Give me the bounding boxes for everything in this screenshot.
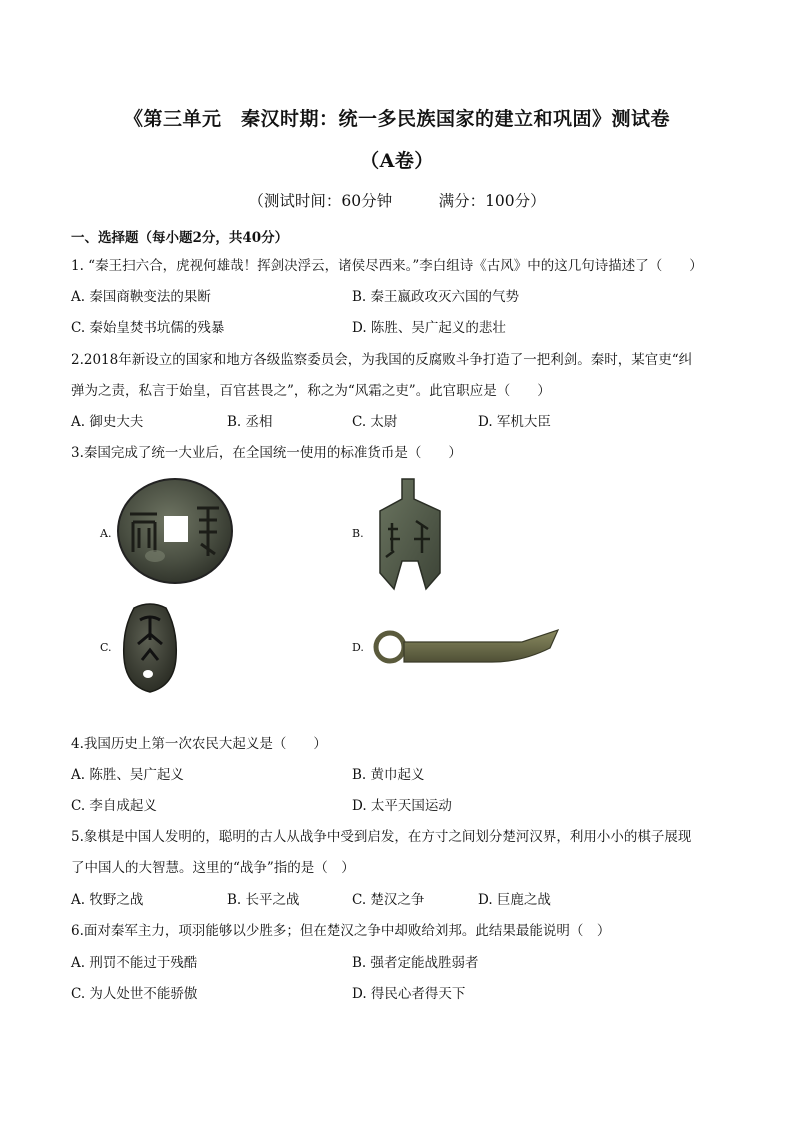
question-6-option-b[interactable]: B. 强者定能战胜弱者 [352,955,479,971]
question-3-option-a-label[interactable]: A. [100,527,112,540]
question-1-option-a[interactable]: A. 秦国商鞅变法的果断 [71,289,211,305]
question-4-option-b[interactable]: B. 黄巾起义 [352,767,425,783]
knife-coin-icon[interactable] [372,626,562,668]
question-3-option-d-label[interactable]: D. [352,641,364,654]
exam-title: 《第三单元 秦汉时期：统一多民族国家的建立和巩固》测试卷 [123,108,670,130]
question-1-option-d[interactable]: D. 陈胜、吴广起义的悲壮 [352,320,506,336]
question-3-option-c-label[interactable]: C. [100,641,112,654]
question-4-option-d[interactable]: D. 太平天国运动 [352,798,452,814]
question-6-option-c[interactable]: C. 为人处世不能骄傲 [71,986,198,1002]
question-5-option-d[interactable]: D. 巨鹿之战 [478,892,551,908]
question-1-option-b[interactable]: B. 秦王嬴政攻灭六国的气势 [352,289,520,305]
question-2-stem-line-1: 2.2018年新设立的国家和地方各级监察委员会，为我国的反腐败斗争打造了一把利剑。秦时，某官吏“纠 [71,352,693,368]
question-3-stem: 3.秦国完成了统一大业后，在全国统一使用的标准货币是（ ） [71,445,462,461]
question-4-option-a[interactable]: A. 陈胜、吴广起义 [71,767,184,783]
question-5-option-b[interactable]: B. 长平之战 [227,892,300,908]
question-1-option-c[interactable]: C. 秦始皇焚书坑儒的残暴 [71,320,225,336]
ant-nose-coin-icon[interactable] [120,600,180,695]
question-2-stem-line-2: 弹为之责，私言于始皇，百官甚畏之”，称之为“风霜之吏”。此官职应是（ ） [71,383,551,399]
spade-coin-icon[interactable] [372,477,447,592]
question-2-option-c[interactable]: C. 太尉 [352,414,398,430]
question-4-option-c[interactable]: C. 李自成起义 [71,798,157,814]
question-6-option-a[interactable]: A. 刑罚不能过于残酷 [71,955,198,971]
question-6-option-d[interactable]: D. 得民心者得天下 [352,986,466,1002]
question-6-stem: 6.面对秦军主力，项羽能够以少胜多；但在楚汉之争中却败给刘邦。此结果最能说明（ ） [71,923,611,939]
question-1-stem: 1. “秦王扫六合，虎视何雄哉！挥剑决浮云，诸侯尽西来。”李白组诗《古风》中的这几句诗描述了（ ） [71,258,703,274]
question-5-option-a[interactable]: A. 牧野之战 [71,892,144,908]
question-2-option-b[interactable]: B. 丞相 [227,414,273,430]
exam-volume: （A卷） [360,150,434,172]
question-5-option-c[interactable]: C. 楚汉之争 [352,892,425,908]
question-5-stem-line-1: 5.象棋是中国人发明的，聪明的古人从战争中受到启发，在方寸之间划分楚河汉界，利用小小的棋子展现 [71,829,692,845]
exam-info: （测试时间：60分钟 满分：100分） [248,192,546,210]
question-5-stem-line-2: 了中国人的大智慧。这里的“战争”指的是（ ） [71,860,355,876]
section-title: 一、选择题（每小题2分，共40分） [71,230,289,246]
banliang-round-coin-icon[interactable] [115,476,235,586]
question-2-option-d[interactable]: D. 军机大臣 [478,414,551,430]
question-3-option-b-label[interactable]: B. [352,527,364,540]
question-4-stem: 4.我国历史上第一次农民大起义是（ ） [71,736,327,752]
question-2-option-a[interactable]: A. 御史大夫 [71,414,144,430]
